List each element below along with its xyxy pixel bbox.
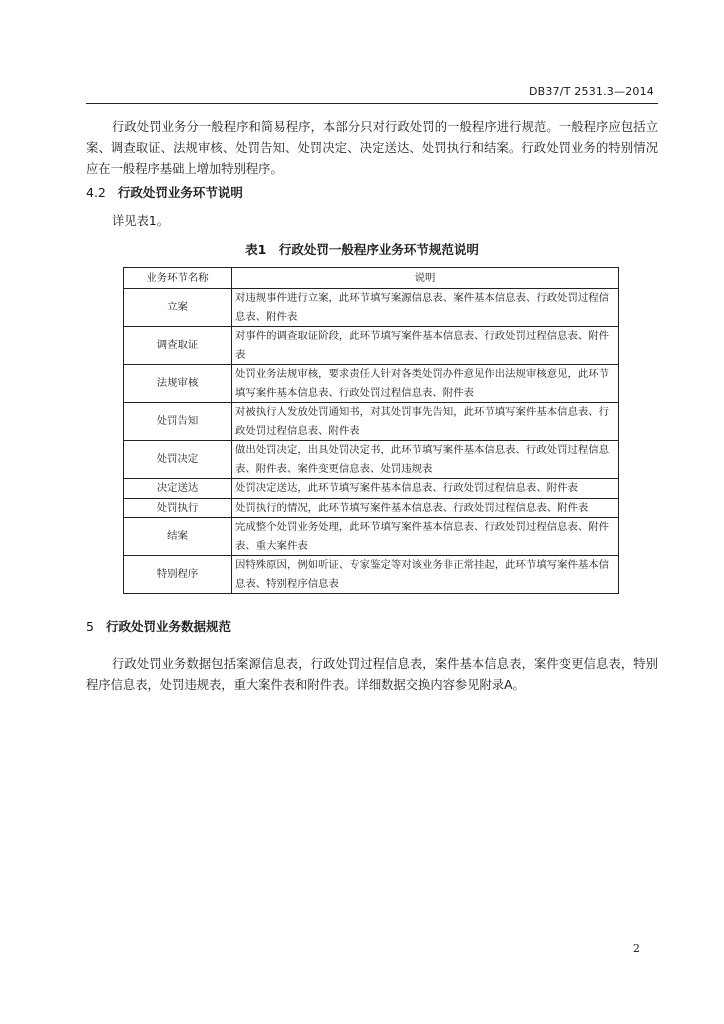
- section-4-2-heading: [86, 183, 243, 201]
- process-spec-table: [123, 267, 619, 594]
- stage-description-cell: 处罚执行的情况，此环节填写案件基本信息表、行政处罚过程信息表、附件表: [232, 498, 619, 518]
- stage-description-cell: 对事件的调查取证阶段，此环节填写案件基本信息表、行政处罚过程信息表、附件表: [232, 327, 619, 365]
- stage-description-cell: 处罚业务法规审核，要求责任人针对各类处罚办件意见作出法规审核意见，此环节填写案件基本信息表、行政处罚过程信息表、附件表: [232, 365, 619, 403]
- table-row: [124, 518, 619, 556]
- table-row: [124, 556, 619, 594]
- stage-description-cell: 做出处罚决定，出具处罚决定书，此环节填写案件基本信息表、行政处罚过程信息表、附件表、案件变更信息表、处罚违规表: [232, 441, 619, 479]
- header-description: 说明: [232, 268, 619, 289]
- table-row: [124, 327, 619, 365]
- section-5-title: 行政处罚业务数据规范: [105, 619, 231, 634]
- stage-description-cell: 对违规事件进行立案，此环节填写案源信息表、案件基本信息表、行政处罚过程信息表、附件表: [232, 289, 619, 327]
- table-row: [124, 289, 619, 327]
- header-rule: [86, 103, 658, 104]
- section-4-2-number: 4.2: [86, 185, 106, 200]
- header-stage-name: 业务环节名称: [124, 268, 232, 289]
- table-row: [124, 403, 619, 441]
- section-5-paragraph: 行政处罚业务数据包括案源信息表，行政处罚过程信息表，案件基本信息表，案件变更信息表，特别程序信息表，处罚违规表，重大案件表和附件表。详细数据交换内容参见附录A。: [86, 657, 658, 692]
- table-row: [124, 479, 619, 499]
- stage-name-cell: 结案: [124, 518, 232, 556]
- stage-description-cell: 处罚决定送达，此环节填写案件基本信息表、行政处罚过程信息表、附件表: [232, 479, 619, 499]
- stage-description-cell: 对被执行人发放处罚通知书，对其处罚事先告知，此环节填写案件基本信息表、行政处罚过程信息表、附件表: [232, 403, 619, 441]
- section-4-2-title: 行政处罚业务环节说明: [117, 185, 243, 200]
- stage-name-cell: 调查取证: [124, 327, 232, 365]
- stage-description-cell: 因特殊原因，例如听证、专家鉴定等对该业务非正常挂起，此环节填写案件基本信息表、特别程序信息表: [232, 556, 619, 594]
- intro-paragraph: 行政处罚业务分一般程序和简易程序，本部分只对行政处罚的一般程序进行规范。一般程序应包括立案、调查取证、法规审核、处罚告知、处罚决定、决定送达、处罚执行和结案。行政处罚业务的特别情况应在一般程序基础上增加特别程序。: [86, 120, 658, 176]
- stage-name-cell: 法规审核: [124, 365, 232, 403]
- stage-name-cell: 处罚决定: [124, 441, 232, 479]
- table-row: [124, 365, 619, 403]
- stage-name-cell: 处罚告知: [124, 403, 232, 441]
- table-row: [124, 441, 619, 479]
- section-4-2-text: 详见表1。: [112, 214, 170, 228]
- stage-name-cell: 决定送达: [124, 479, 232, 499]
- stage-name-cell: 处罚执行: [124, 498, 232, 518]
- section-5-number: 5: [86, 619, 94, 634]
- table-header-row: [124, 268, 619, 289]
- document-code: DB37/T 2531.3—2014: [528, 85, 654, 98]
- table-caption: 表1 行政处罚一般程序业务环节规范说明: [245, 242, 479, 257]
- section-5-heading: [86, 617, 231, 635]
- stage-name-cell: 立案: [124, 289, 232, 327]
- stage-name-cell: 特别程序: [124, 556, 232, 594]
- table-row: [124, 498, 619, 518]
- stage-description-cell: 完成整个处罚业务处理，此环节填写案件基本信息表、行政处罚过程信息表、附件表、重大案件表: [232, 518, 619, 556]
- page-number: 2: [633, 942, 640, 955]
